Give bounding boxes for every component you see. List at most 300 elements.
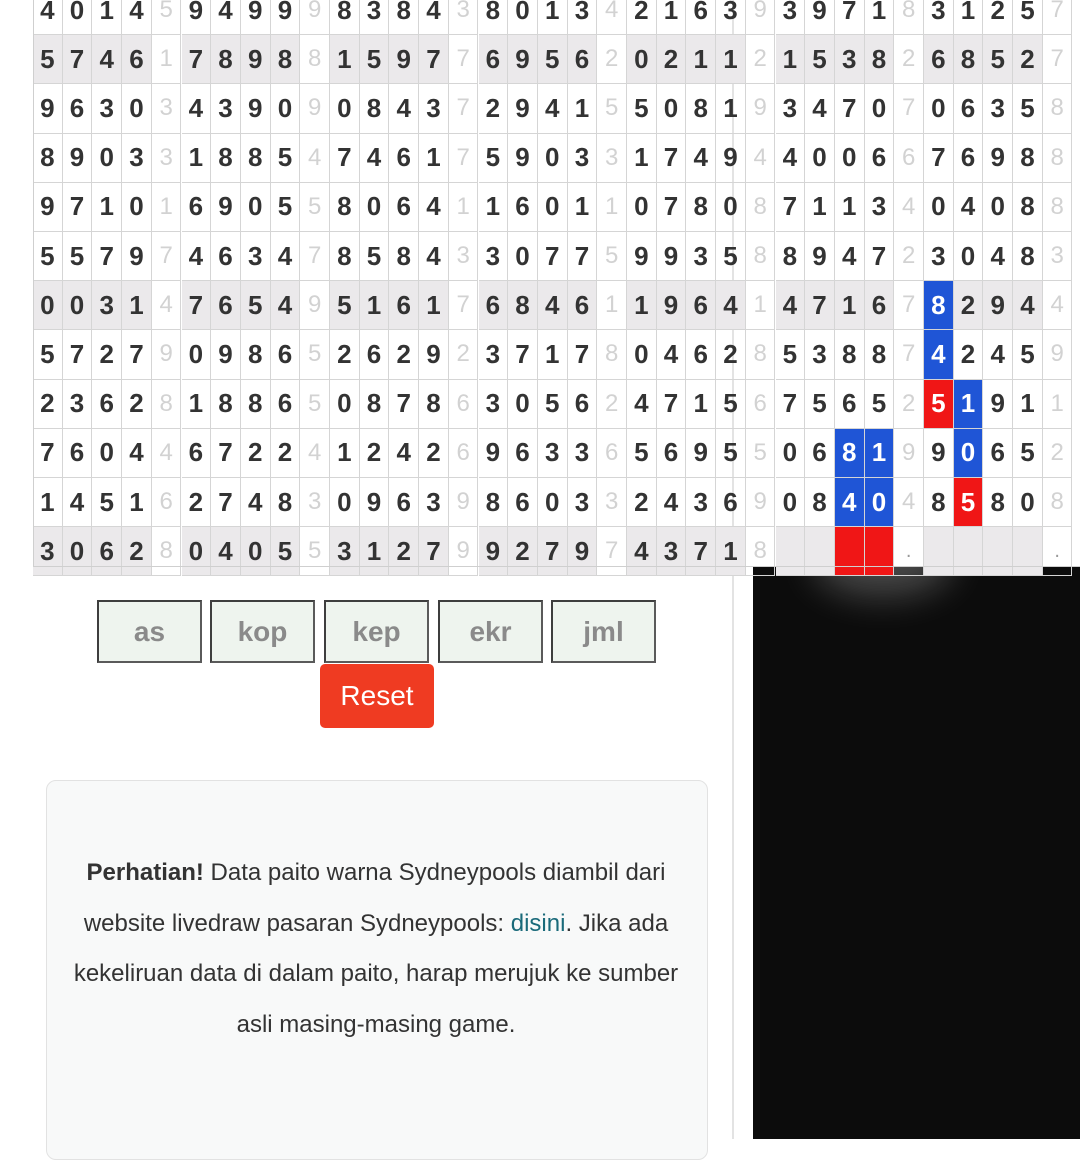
- paito-cell: 0: [360, 183, 390, 232]
- paito-cell: 8: [686, 84, 716, 133]
- paito-cell: [776, 527, 806, 576]
- paito-cell: 5: [300, 527, 330, 576]
- paito-cell: 7: [152, 232, 182, 281]
- paito-cell: 2: [419, 429, 449, 478]
- paito-cell: 1: [568, 183, 598, 232]
- paito-cell: 8: [479, 0, 509, 35]
- paito-cell: 8: [746, 232, 776, 281]
- paito-cell: 5: [716, 232, 746, 281]
- paito-cell: 7: [835, 84, 865, 133]
- paito-cell: 1: [835, 183, 865, 232]
- paito-cell: 0: [835, 134, 865, 183]
- paito-cell: 2: [330, 330, 360, 379]
- paito-cell: 3: [122, 134, 152, 183]
- paito-cell: 2: [657, 35, 687, 84]
- paito-cell: 7: [211, 478, 241, 527]
- paito-cell: 1: [33, 478, 63, 527]
- paito-cell: 3: [716, 0, 746, 35]
- paito-cell: 4: [419, 183, 449, 232]
- paito-cell: 3: [686, 232, 716, 281]
- paito-cell: 2: [954, 281, 984, 330]
- paito-cell: 7: [776, 183, 806, 232]
- paito-cell: 6: [182, 183, 212, 232]
- paito-cell: 7: [865, 232, 895, 281]
- paito-cell: 6: [182, 429, 212, 478]
- paito-cell: 1: [419, 281, 449, 330]
- paito-cell: 7: [211, 429, 241, 478]
- paito-cell: 3: [479, 330, 509, 379]
- paito-cell: 9: [894, 429, 924, 478]
- paito-cell: 4: [954, 183, 984, 232]
- paito-cell: 4: [657, 478, 687, 527]
- paito-cell: 4: [182, 84, 212, 133]
- paito-cell: 8: [1043, 478, 1073, 527]
- paito-cell: 9: [63, 134, 93, 183]
- paito-cell: 4: [776, 134, 806, 183]
- paito-cell: 6: [449, 380, 479, 429]
- paito-cell: 5: [983, 35, 1013, 84]
- paito-cell: 5: [300, 380, 330, 429]
- paito-cell: 4: [241, 478, 271, 527]
- paito-cell: 4: [835, 478, 865, 527]
- paito-cell: 2: [271, 429, 301, 478]
- paito-cell: 0: [330, 380, 360, 429]
- paito-cell: 7: [538, 527, 568, 576]
- paito-cell: 2: [894, 35, 924, 84]
- paito-cell: 7: [894, 281, 924, 330]
- paito-cell: 0: [983, 183, 1013, 232]
- paito-cell: 6: [716, 478, 746, 527]
- paito-cell: 6: [954, 134, 984, 183]
- paito-cell: 7: [182, 281, 212, 330]
- paito-cell: 7: [300, 232, 330, 281]
- as-filter-input[interactable]: [97, 600, 202, 663]
- paito-cell: 7: [1043, 35, 1073, 84]
- paito-cell: 4: [389, 429, 419, 478]
- paito-cell: 5: [1013, 429, 1043, 478]
- paito-cell: 0: [182, 527, 212, 576]
- paito-cell: 1: [954, 0, 984, 35]
- paito-cell: 3: [449, 0, 479, 35]
- paito-cell: 5: [776, 330, 806, 379]
- kep-filter-input[interactable]: [324, 600, 429, 663]
- notice-bold: Perhatian!: [86, 859, 204, 886]
- paito-cell: 1: [122, 281, 152, 330]
- paito-cell: 0: [63, 281, 93, 330]
- paito-cell: 6: [479, 281, 509, 330]
- paito-cell: 3: [241, 232, 271, 281]
- paito-cell: 6: [568, 380, 598, 429]
- ekr-filter-input[interactable]: [438, 600, 543, 663]
- paito-cell: 9: [300, 84, 330, 133]
- paito-cell: 3: [330, 527, 360, 576]
- paito-cell: 4: [627, 527, 657, 576]
- paito-cell: 9: [1043, 330, 1073, 379]
- paito-cell: 7: [805, 281, 835, 330]
- paito-cell: [835, 527, 865, 576]
- paito-cell: 3: [33, 527, 63, 576]
- paito-cell: 6: [686, 0, 716, 35]
- paito-cell: 3: [300, 478, 330, 527]
- paito-cell: 6: [122, 35, 152, 84]
- paito-cell: 0: [627, 330, 657, 379]
- paito-cell: 0: [508, 232, 538, 281]
- paito-cell: 9: [924, 429, 954, 478]
- paito-cell: 6: [835, 380, 865, 429]
- paito-cell: 7: [33, 429, 63, 478]
- paito-cell: 8: [746, 330, 776, 379]
- paito-cell: 8: [835, 429, 865, 478]
- paito-cell: 5: [271, 183, 301, 232]
- paito-cell: 9: [182, 0, 212, 35]
- paito-cell: 8: [330, 232, 360, 281]
- paito-cell: 3: [835, 35, 865, 84]
- paito-cell: [805, 527, 835, 576]
- paito-cell: 1: [1013, 380, 1043, 429]
- paito-cell: [954, 527, 984, 576]
- paito-cell: 1: [716, 35, 746, 84]
- paito-cell: 8: [360, 84, 390, 133]
- paito-cell: 7: [389, 380, 419, 429]
- paito-cell: 8: [33, 134, 63, 183]
- paito-cell: 1: [330, 429, 360, 478]
- paito-cell: 5: [805, 35, 835, 84]
- paito-cell: 8: [211, 380, 241, 429]
- paito-cell: 3: [924, 0, 954, 35]
- paito-cell: 8: [271, 478, 301, 527]
- paito-cell: 7: [657, 183, 687, 232]
- paito-cell: 0: [865, 84, 895, 133]
- paito-cell: 2: [746, 35, 776, 84]
- paito-cell: 9: [657, 232, 687, 281]
- paito-cell: 1: [865, 429, 895, 478]
- paito-cell: 5: [271, 527, 301, 576]
- paito-cell: 3: [924, 232, 954, 281]
- paito-cell: 7: [182, 35, 212, 84]
- paito-cell: 4: [419, 0, 449, 35]
- paito-cell: 4: [389, 84, 419, 133]
- paito-cell: 5: [716, 429, 746, 478]
- paito-cell: 9: [33, 183, 63, 232]
- paito-cell: 8: [1043, 84, 1073, 133]
- paito-cell: 3: [152, 84, 182, 133]
- paito-cell: 9: [271, 0, 301, 35]
- paito-cell: 5: [597, 232, 627, 281]
- paito-cell: 5: [241, 281, 271, 330]
- paito-cell: 6: [389, 134, 419, 183]
- paito-cell: 4: [538, 84, 568, 133]
- paito-cell: 3: [152, 134, 182, 183]
- paito-cell: 9: [300, 281, 330, 330]
- paito-cell: 7: [63, 330, 93, 379]
- paito-cell: 9: [568, 527, 598, 576]
- paito-cell: 8: [805, 478, 835, 527]
- paito-cell: 3: [449, 232, 479, 281]
- paito-cell: 8: [924, 478, 954, 527]
- paito-cell: 2: [33, 380, 63, 429]
- paito-cell: 0: [1013, 478, 1043, 527]
- paito-cell: 6: [508, 183, 538, 232]
- paito-cell: 0: [657, 84, 687, 133]
- paito-cell: 9: [983, 134, 1013, 183]
- paito-cell: 5: [746, 429, 776, 478]
- paito-cell: 9: [805, 0, 835, 35]
- paito-cell: 8: [1013, 134, 1043, 183]
- paito-cell: 7: [776, 380, 806, 429]
- paito-cell: [1013, 527, 1043, 576]
- paito-cell: 9: [360, 478, 390, 527]
- paito-cell: 5: [152, 0, 182, 35]
- paito-cell: 4: [627, 380, 657, 429]
- paito-cell: 8: [597, 330, 627, 379]
- paito-cell: 2: [894, 380, 924, 429]
- paito-cell: 1: [746, 281, 776, 330]
- paito-cell: 9: [419, 330, 449, 379]
- paito-cell: 9: [211, 183, 241, 232]
- paito-cell: [865, 527, 895, 576]
- notice-text-part: Data paito warna Sydneypools diambil dari website livedraw pasaran Sydneypools:: [83, 859, 666, 937]
- paito-cell: 9: [508, 134, 538, 183]
- paito-cell: 7: [508, 330, 538, 379]
- paito-cell: 3: [479, 380, 509, 429]
- paito-cell: 2: [627, 0, 657, 35]
- paito-cell: 1: [360, 281, 390, 330]
- reset-button[interactable]: Reset: [320, 664, 434, 728]
- paito-cell: 3: [568, 478, 598, 527]
- paito-cell: 2: [508, 527, 538, 576]
- paito-cell: 2: [449, 330, 479, 379]
- filter-row: [97, 600, 657, 664]
- paito-cell: 7: [419, 35, 449, 84]
- paito-cell: 5: [63, 232, 93, 281]
- paito-cell: 2: [716, 330, 746, 379]
- paito-cell: 1: [597, 281, 627, 330]
- paito-cell: 7: [924, 134, 954, 183]
- paito-cell: 0: [805, 134, 835, 183]
- paito-cell: 8: [865, 35, 895, 84]
- paito-cell: 5: [716, 380, 746, 429]
- paito-cell: 8: [835, 330, 865, 379]
- paito-cell: 8: [330, 0, 360, 35]
- paito-cell: 5: [865, 380, 895, 429]
- paito-cell: 8: [211, 35, 241, 84]
- paito-cell: 1: [538, 0, 568, 35]
- paito-cell: 0: [182, 330, 212, 379]
- paito-cell: 0: [508, 0, 538, 35]
- paito-cell: 9: [746, 478, 776, 527]
- paito-cell: 1: [597, 183, 627, 232]
- paito-cell: 0: [63, 0, 93, 35]
- paito-cell: 6: [92, 380, 122, 429]
- paito-cell: 3: [657, 527, 687, 576]
- paito-cell: 8: [389, 232, 419, 281]
- dark-panel: [753, 566, 1080, 1139]
- paito-cell: [924, 527, 954, 576]
- paito-cell: 1: [865, 0, 895, 35]
- paito-cell: 7: [1043, 0, 1073, 35]
- paito-cell: 9: [508, 84, 538, 133]
- paito-cell: 6: [954, 84, 984, 133]
- paito-cell: 9: [508, 35, 538, 84]
- paito-cell: 4: [894, 478, 924, 527]
- paito-cell: 9: [746, 84, 776, 133]
- kop-filter-input[interactable]: [210, 600, 315, 663]
- paito-cell: 0: [241, 527, 271, 576]
- paito-cell: 2: [360, 429, 390, 478]
- paito-cell: 7: [657, 134, 687, 183]
- paito-cell: 2: [479, 84, 509, 133]
- paito-cell: 6: [271, 330, 301, 379]
- paito-cell: 0: [271, 84, 301, 133]
- paito-cell: 9: [805, 232, 835, 281]
- paito-cell: 1: [686, 380, 716, 429]
- paito-cell: 6: [360, 330, 390, 379]
- paito-cell: 4: [686, 134, 716, 183]
- paito-cell: 1: [716, 527, 746, 576]
- paito-cell: 8: [300, 35, 330, 84]
- paito-cell: 9: [983, 281, 1013, 330]
- paito-cell: 5: [627, 84, 657, 133]
- paito-cell: 8: [776, 232, 806, 281]
- paito-cell: 4: [211, 527, 241, 576]
- paito-cell: 2: [122, 527, 152, 576]
- paito-cell: 5: [805, 380, 835, 429]
- paito-cell: 0: [627, 183, 657, 232]
- paito-cell: 8: [271, 35, 301, 84]
- paito-cell: 6: [686, 330, 716, 379]
- paito-cell: 6: [211, 232, 241, 281]
- paito-cell: 6: [508, 478, 538, 527]
- paito-cell: 8: [1043, 183, 1073, 232]
- paito-cell: 0: [330, 84, 360, 133]
- paito-cell: 4: [419, 232, 449, 281]
- paito-cell: 6: [983, 429, 1013, 478]
- paito-cell: 5: [33, 35, 63, 84]
- paito-cell: 6: [389, 281, 419, 330]
- paito-cell: 9: [122, 232, 152, 281]
- paito-cell: 4: [271, 232, 301, 281]
- paito-cell: 9: [686, 429, 716, 478]
- paito-cell: 8: [954, 35, 984, 84]
- paito-cell: 1: [954, 380, 984, 429]
- paito-cell: 2: [597, 35, 627, 84]
- paito-cell: 0: [924, 183, 954, 232]
- paito-cell: 6: [924, 35, 954, 84]
- source-link[interactable]: disini: [510, 909, 566, 937]
- paito-cell: 4: [746, 134, 776, 183]
- paito-cell: 9: [389, 35, 419, 84]
- paito-cell: 4: [300, 134, 330, 183]
- paito-cell: 3: [568, 134, 598, 183]
- paito-cell: 0: [33, 281, 63, 330]
- paito-cell: 9: [241, 84, 271, 133]
- paito-cell: 6: [597, 429, 627, 478]
- paito-cell: 2: [92, 330, 122, 379]
- paito-cell: 7: [597, 527, 627, 576]
- paito-cell: 8: [686, 183, 716, 232]
- paito-cell: 5: [360, 232, 390, 281]
- paito-cell: 0: [954, 232, 984, 281]
- paito-cell: 1: [479, 183, 509, 232]
- paito-cell: 3: [568, 429, 598, 478]
- paito-cell: 3: [360, 0, 390, 35]
- paito-cell: 3: [1043, 232, 1073, 281]
- paito-cell: 7: [568, 232, 598, 281]
- paito-cell: 4: [360, 134, 390, 183]
- paito-cell: 7: [449, 281, 479, 330]
- paito-cell: 1: [360, 527, 390, 576]
- paito-cell: 4: [894, 183, 924, 232]
- paito-cell: 2: [182, 478, 212, 527]
- paito-cell: 8: [1043, 134, 1073, 183]
- paito-cell: 6: [152, 478, 182, 527]
- paito-cell: .: [894, 527, 924, 576]
- paito-cell: 9: [627, 232, 657, 281]
- paito-cell: 4: [835, 232, 865, 281]
- paito-cell: 3: [538, 429, 568, 478]
- paito-cell: 3: [419, 478, 449, 527]
- paito-cell: 1: [686, 35, 716, 84]
- paito-cell: 8: [746, 527, 776, 576]
- paito-cell: 4: [211, 0, 241, 35]
- paito-cell: 5: [1013, 330, 1043, 379]
- paito-cell: 4: [597, 0, 627, 35]
- paito-cell: 9: [449, 478, 479, 527]
- paito-cell: 1: [122, 478, 152, 527]
- paito-cell: 5: [300, 330, 330, 379]
- paito-cell: 3: [63, 380, 93, 429]
- paito-cell: 2: [1013, 35, 1043, 84]
- paito-cell: 1: [716, 84, 746, 133]
- paito-cell: 3: [686, 478, 716, 527]
- paito-cell: 9: [746, 0, 776, 35]
- paito-cell: 1: [627, 134, 657, 183]
- paito-cell: 4: [1043, 281, 1073, 330]
- notice-text-part: . Jika ada kekeliruan data di dalam paito, harap merujuk ke sumber asli masing-masing game.: [73, 909, 679, 1038]
- jml-filter-input[interactable]: [551, 600, 656, 663]
- paito-cell: 4: [983, 232, 1013, 281]
- paito-cell: 0: [63, 527, 93, 576]
- paito-cell: 4: [776, 281, 806, 330]
- paito-cell: 5: [924, 380, 954, 429]
- paito-cell: 8: [746, 183, 776, 232]
- paito-cell: 3: [568, 0, 598, 35]
- paito-cell: 6: [389, 183, 419, 232]
- paito-cell: 8: [419, 380, 449, 429]
- paito-cell: 6: [479, 35, 509, 84]
- paito-cell: 8: [330, 183, 360, 232]
- paito-cell: 7: [657, 380, 687, 429]
- paito-cell: 3: [92, 281, 122, 330]
- paito-cell: 1: [182, 134, 212, 183]
- paito-cell: 6: [568, 35, 598, 84]
- paito-cell: 5: [1013, 84, 1043, 133]
- paito-cell: 5: [92, 478, 122, 527]
- paito-cell: 1: [182, 380, 212, 429]
- paito-cell: 7: [894, 84, 924, 133]
- paito-cell: 4: [92, 35, 122, 84]
- paito-cell: 9: [479, 527, 509, 576]
- paito-cell: 2: [389, 330, 419, 379]
- paito-cell: 1: [627, 281, 657, 330]
- paito-cell: 5: [627, 429, 657, 478]
- paito-cell: 7: [63, 183, 93, 232]
- paito-cell: 3: [805, 330, 835, 379]
- paito-cell: 2: [627, 478, 657, 527]
- paito-cell: 3: [597, 478, 627, 527]
- paito-cell: 4: [300, 429, 330, 478]
- paito-cell: 0: [924, 84, 954, 133]
